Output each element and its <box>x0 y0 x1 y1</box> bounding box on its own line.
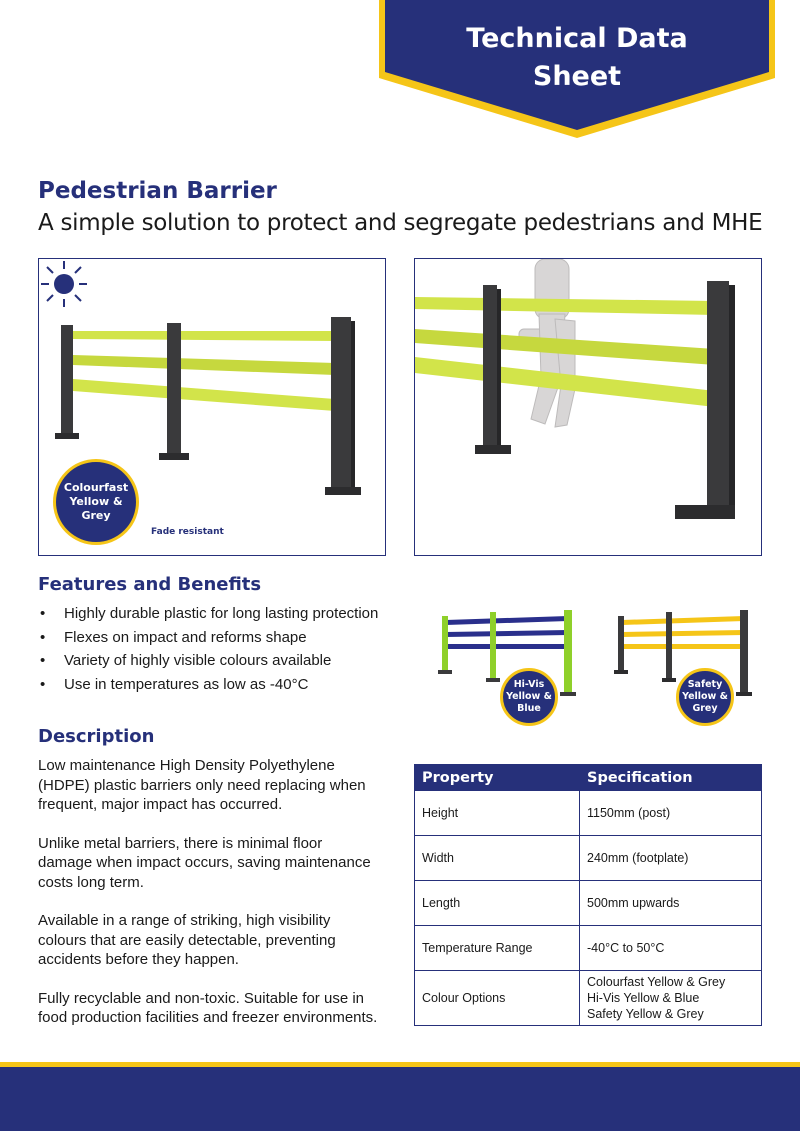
product-photo-main <box>38 258 386 556</box>
table-cell-property: Width <box>415 836 580 881</box>
colour-option: Safety Yellow & Grey <box>587 1007 704 1021</box>
colour-option: Colourfast Yellow & Grey <box>587 975 726 989</box>
description-paragraph: Fully recyclable and non-toxic. Suitable for use in food production facilities and freezer environments. <box>38 989 378 1026</box>
table-row <box>415 836 762 881</box>
barrier-pedestrian-illustration <box>415 259 761 555</box>
description-paragraph: Low maintenance High Density Polyethylene (HDPE) plastic barriers only need replacing when frequent, major impact has occurred. <box>38 757 366 813</box>
features-list <box>38 602 378 697</box>
banner-title-line2: Sheet <box>532 61 622 92</box>
table-cell-value: 1150mm (post) <box>580 791 762 836</box>
header-property: Property <box>415 765 580 791</box>
hivis-badge: Hi-Vis Yellow & Blue <box>500 668 558 726</box>
list-item: • Highly durable plastic for long lasting protection <box>38 602 378 626</box>
table-header-row <box>415 765 762 791</box>
table-cell-value: 500mm upwards <box>580 881 762 926</box>
table-row <box>415 881 762 926</box>
table-cell-property: Height <box>415 791 580 836</box>
banner-title <box>377 20 777 96</box>
page-subtitle: A simple solution to protect and segregate pedestrians and MHE <box>38 210 763 236</box>
table-cell-value: -40°C to 50°C <box>580 926 762 971</box>
list-item: • Variety of highly visible colours available <box>38 649 378 673</box>
safety-badge: Safety Yellow & Grey <box>676 668 734 726</box>
footer-bar <box>0 1067 800 1131</box>
product-photo-pedestrian <box>414 258 762 556</box>
table-cell-property: Length <box>415 881 580 926</box>
fade-resistant-label: Fade resistant <box>151 527 224 537</box>
table-cell-value <box>580 971 762 1026</box>
description-heading: Description <box>38 726 155 747</box>
table-row <box>415 926 762 971</box>
description-paragraph: Unlike metal barriers, there is minimal floor damage when impact occurs, saving maintenance costs long term. <box>38 834 371 891</box>
sun-icon <box>39 259 89 309</box>
table-cell-property: Colour Options <box>415 971 580 1026</box>
description-body <box>38 756 378 1047</box>
table-cell-property: Temperature Range <box>415 926 580 971</box>
table-row <box>415 971 762 1026</box>
colour-badge: Colourfast Yellow & Grey <box>53 459 139 545</box>
banner-title-line1: Technical Data <box>466 23 688 54</box>
table-row <box>415 791 762 836</box>
header-specification: Specification <box>580 765 762 791</box>
table-cell-value: 240mm (footplate) <box>580 836 762 881</box>
page-title: Pedestrian Barrier <box>38 178 277 204</box>
spec-table <box>414 764 762 1026</box>
list-item: • Use in temperatures as low as -40°C <box>38 673 378 697</box>
colour-option: Hi-Vis Yellow & Blue <box>587 991 700 1005</box>
list-item: • Flexes on impact and reforms shape <box>38 626 378 650</box>
features-heading: Features and Benefits <box>38 574 262 595</box>
description-paragraph: Available in a range of striking, high visibility colours that are easily detectable, preventing accidents before they happen. <box>38 912 336 968</box>
